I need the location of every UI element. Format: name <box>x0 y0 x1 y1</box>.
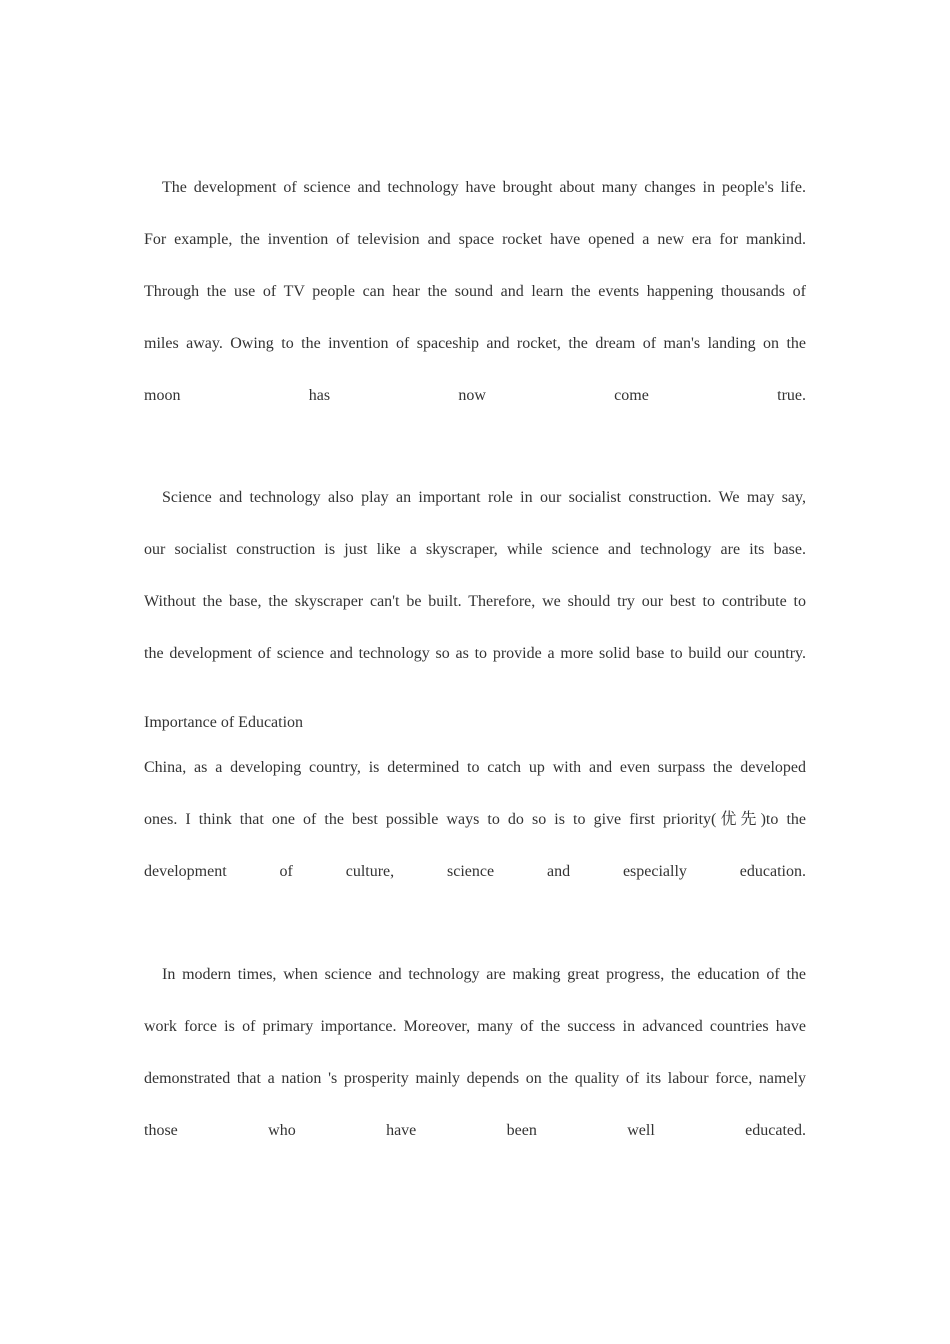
paragraph-line: China, as a developing country, is determined to catch up with and even surpass the developed <box>144 759 806 776</box>
paragraph-line: ones. I think that one of the best possible ways to do so is to give first priority(优先)to the <box>144 811 806 828</box>
paragraph-line: development of culture, science and especially education. <box>144 863 806 880</box>
paragraph-line: our socialist construction is just like a skyscraper, while science and technology are its base. <box>144 541 806 558</box>
paragraph-socialist-construction <box>144 488 806 696</box>
paragraph-science-changes <box>144 178 806 438</box>
paragraph-line: work force is of primary importance. Moreover, many of the success in advanced countries have <box>144 1018 806 1035</box>
paragraph-line: moon has now come true. <box>144 387 806 404</box>
paragraph-line: In modern times, when science and technology are making great progress, the education of the <box>162 966 806 983</box>
paragraph-china-education <box>144 758 806 914</box>
paragraph-line: Science and technology also play an important role in our socialist construction. We may say, <box>162 489 806 506</box>
paragraph-line: The development of science and technology have brought about many changes in people's life. <box>162 179 806 196</box>
section-heading: Importance of Education <box>144 714 304 731</box>
paragraph-modern-times <box>144 965 806 1173</box>
paragraph-line: For example, the invention of television and space rocket have opened a new era for mankind. <box>144 231 806 248</box>
paragraph-line: Through the use of TV people can hear the sound and learn the events happening thousands of <box>144 283 806 300</box>
paragraph-line: demonstrated that a nation 's prosperity mainly depends on the quality of its labour force, namely <box>144 1070 806 1087</box>
paragraph-line: miles away. Owing to the invention of spaceship and rocket, the dream of man's landing on the <box>144 335 806 352</box>
paragraph-line: the development of science and technology so as to provide a more solid base to build our country. <box>144 645 806 662</box>
paragraph-line: Without the base, the skyscraper can't be built. Therefore, we should try our best to contribute to <box>144 593 806 610</box>
paragraph-line: those who have been well educated. <box>144 1122 806 1139</box>
